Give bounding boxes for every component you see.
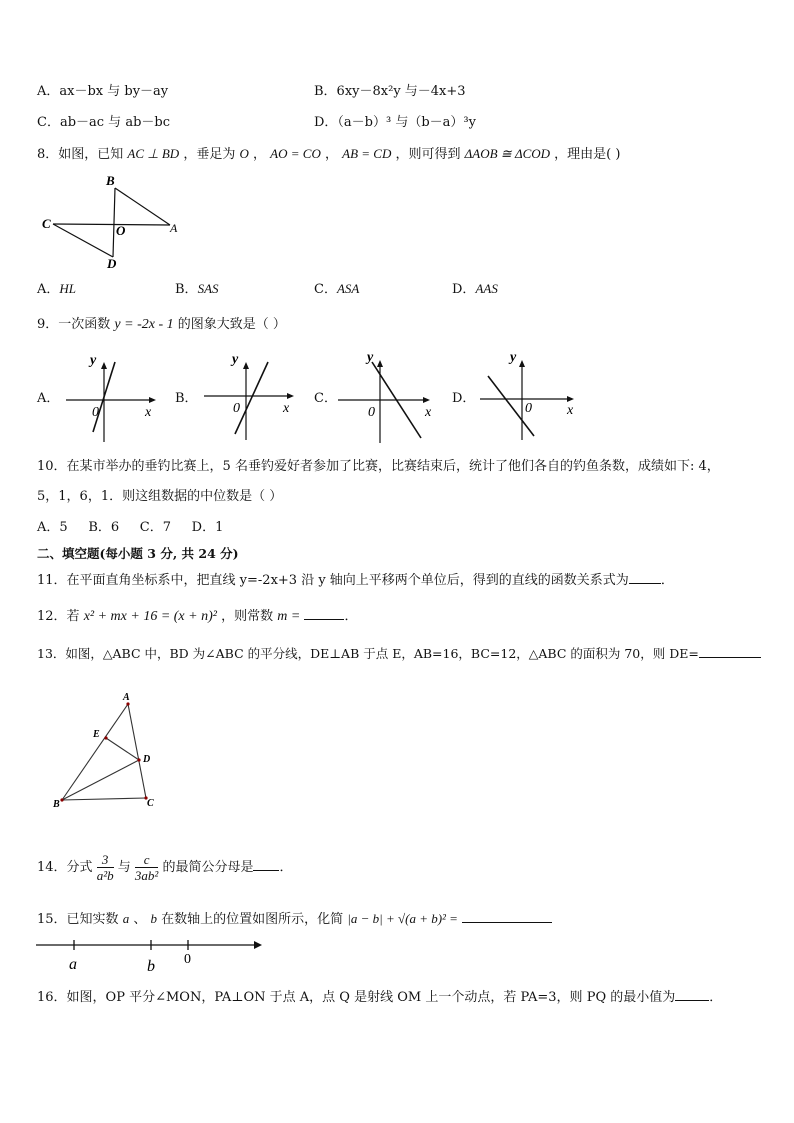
q9-a-y-arrow: [101, 362, 107, 369]
q12-var: m =: [277, 609, 301, 624]
q9-b-x-arrow: [287, 393, 294, 399]
q9-a-x-label: x: [145, 405, 152, 420]
q13-figure: [48, 688, 168, 813]
q7-option-c: C．ab－ac 与 ab－bc: [37, 115, 170, 130]
q12-blank: [304, 607, 344, 620]
q13-segment-ab: [62, 704, 128, 800]
q8-cond1: AC ⊥ BD: [127, 146, 180, 161]
q11-end: ．: [660, 573, 674, 588]
q14-post: 的最简公分母是: [162, 860, 254, 875]
q15-var-b: b: [150, 911, 157, 926]
q9-b-line: [235, 362, 268, 434]
q15-axis-arrow: [254, 941, 262, 949]
q8-segment-bd: [113, 188, 115, 257]
q8-conclusion: ΔAOB ≅ ΔCOD: [464, 146, 551, 161]
q14-f1-denominator: a²b: [96, 868, 114, 883]
q9-c-x-arrow: [423, 397, 430, 403]
q8-cond3: AB = CD: [342, 146, 392, 161]
q8-text-mid1: ，垂足为: [183, 147, 236, 162]
q13-label-a: A: [123, 692, 130, 703]
q12-mid: ，则常数: [221, 609, 274, 624]
q14-f2-denominator: 3ab²: [134, 868, 159, 883]
q9-b-origin: 0: [233, 401, 240, 416]
q14-pre: 14．分式: [37, 860, 93, 875]
q15-label-a: a: [69, 956, 77, 973]
q13-point-e: [104, 736, 107, 739]
q12-formula: x² + mx + 16 = (x + n)²: [83, 609, 217, 624]
q9-graph-d: [478, 348, 583, 445]
q14-f1-numerator: 3: [97, 852, 114, 868]
q15-blank: [462, 910, 552, 923]
q8-stem: [37, 145, 620, 164]
q9-formula: y = -2x - 1: [114, 317, 174, 332]
q9-d-y-label: y: [510, 350, 517, 365]
q13-label-e: E: [93, 729, 100, 740]
q8-text-post: ，理由是( ): [554, 147, 621, 162]
q10-line2: 5，1，6，1．则这组数据的中位数是（ ）: [37, 489, 283, 504]
q8-option-d: AAS: [475, 281, 498, 296]
q16-blank: [675, 988, 709, 1001]
q8-options: [37, 280, 76, 299]
q15-mid: 在数轴上的位置如图所示，化简: [161, 912, 344, 927]
q10-line1: 10．在某市举办的垂钓比赛上，5 名垂钓爱好者参加了比赛，比赛结束后，统计了他们各自的钓鱼条数，成绩如下: 4，: [37, 459, 720, 474]
q11-stem: [37, 571, 674, 590]
q9-graph-c-label: C．: [314, 391, 337, 406]
q13-label-b: B: [53, 799, 60, 810]
q12-end: ．: [344, 609, 358, 624]
q12-pre: 12．若: [37, 609, 80, 624]
q8-option-c-label: C．: [314, 282, 337, 297]
q8-label-b: B: [106, 173, 115, 188]
q13-blank: [699, 645, 761, 658]
q9-a-origin: 0: [92, 405, 99, 420]
q14-blank: [253, 858, 279, 871]
q14-stem: [37, 850, 292, 886]
q9-d-origin: 0: [525, 401, 532, 416]
q16-end: ．: [709, 990, 723, 1005]
q8-segment-cd: [53, 224, 113, 257]
q15-expression: |a − b| + √(a + b)² =: [347, 911, 458, 926]
q7-option-d: D．（a－b）³ 与（b－a）³y: [314, 115, 476, 130]
q9-b-y-arrow: [243, 362, 249, 369]
q13-label-d: D: [143, 754, 151, 765]
q8-label-c: C: [42, 216, 51, 231]
q8-option-a: HL: [59, 281, 77, 296]
q9-c-x-label: x: [425, 405, 432, 420]
q13-point-b: [60, 798, 63, 801]
q9-c-y-arrow: [377, 360, 383, 367]
q15-label-zero: 0: [184, 952, 191, 967]
q8-text-mid2: ，则可得到: [395, 147, 461, 162]
q9-text-post: 的图象大致是（ ）: [177, 317, 286, 332]
q8-option-c-wrap: [314, 280, 359, 299]
q11-text: 11．在平面直角坐标系中，把直线 y=-2x+3 沿 y 轴向上平移两个单位后，得到的直线的函数关系式为: [37, 573, 629, 588]
q15-pre: 15．已知实数: [37, 912, 119, 927]
q8-option-d-wrap: [452, 280, 498, 299]
q14-mid: 与: [117, 860, 131, 875]
q9-a-x-arrow: [149, 397, 156, 403]
q9-d-x-arrow: [567, 396, 574, 402]
q8-option-b-wrap: [175, 280, 219, 299]
q9-graph-c: [336, 348, 446, 445]
q9-c-origin: 0: [368, 405, 375, 420]
q8-sep2: ，: [324, 147, 338, 162]
q8-figure: [40, 172, 190, 272]
q13-segment-bd: [62, 760, 139, 800]
q9-c-y-label: y: [367, 350, 374, 365]
q9-d-y-arrow: [519, 360, 525, 367]
q15-stem: [37, 910, 552, 929]
q8-label-o: O: [116, 223, 126, 238]
q7-option-a: A．ax－bx 与 by－ay: [37, 84, 169, 99]
q8-sep: ，: [253, 147, 267, 162]
q14-f2-numerator: c: [135, 852, 158, 868]
q7-option-b: B．6xy－8x²y 与－4x+3: [314, 84, 466, 99]
q11-blank: [629, 571, 661, 584]
q9-graph-d-label: D．: [452, 391, 476, 406]
q15-label-b: b: [147, 958, 155, 975]
q8-cond2: AO = CO: [270, 146, 321, 161]
q8-foot: O: [239, 146, 249, 161]
q10-options: A．5 B．6 C．7 D．1: [37, 520, 224, 535]
q13-stem: [37, 645, 761, 663]
q13-segment-ac: [128, 704, 146, 798]
q9-b-x-label: x: [283, 401, 290, 416]
q9-b-y-label: y: [232, 352, 239, 367]
q8-segment-ca: [53, 224, 170, 225]
q13-segment-de: [106, 738, 139, 760]
q8-option-d-label: D．: [452, 282, 476, 297]
q8-option-c: ASA: [336, 281, 360, 296]
q8-label-d: D: [107, 256, 117, 271]
q8-label-a: A: [170, 221, 178, 235]
q14-fraction-1: [97, 852, 114, 883]
q9-graph-a: [60, 350, 160, 445]
q15-number-line: [36, 935, 266, 975]
q13-point-d: [137, 758, 140, 761]
q14-end: ．: [279, 860, 293, 875]
q8-text-pre: 8．如图，已知: [37, 147, 124, 162]
q16-text: 16．如图，OP 平分∠MON，PA⊥ON 于点 A，点 Q 是射线 OM 上一个动点，若 PA=3，则 PQ 的最小值为: [37, 990, 676, 1005]
q9-graph-b: [200, 350, 300, 445]
q15-var-a: a: [122, 911, 130, 926]
q9-graph-b-label: B．: [175, 391, 198, 406]
q8-option-a-label: A．: [37, 282, 60, 297]
q16-stem: [37, 988, 722, 1007]
q9-graph-a-label: A．: [37, 391, 60, 406]
q13-segment-bc: [62, 798, 146, 800]
q14-fraction-2: [135, 852, 158, 883]
q8-option-b-label: B．: [175, 282, 198, 297]
q9-text-pre: 9．一次函数: [37, 317, 111, 332]
section-2-title: 二、填空题(每小题 3 分, 共 24 分): [37, 546, 239, 561]
q13-text: 13．如图，△ABC 中，BD 为∠ABC 的平分线，DE⊥AB 于点 E，AB=16，BC=12，△ABC 的面积为 70，则 DE=: [37, 646, 699, 661]
q15-sep: 、: [133, 912, 147, 927]
q9-a-y-label: y: [90, 353, 97, 368]
q12-stem: [37, 607, 357, 626]
q9-stem: [37, 316, 286, 334]
q9-d-x-label: x: [567, 403, 574, 418]
q8-option-b: SAS: [197, 281, 219, 296]
q8-segment-ba: [115, 188, 170, 225]
q13-label-c: C: [147, 798, 154, 809]
